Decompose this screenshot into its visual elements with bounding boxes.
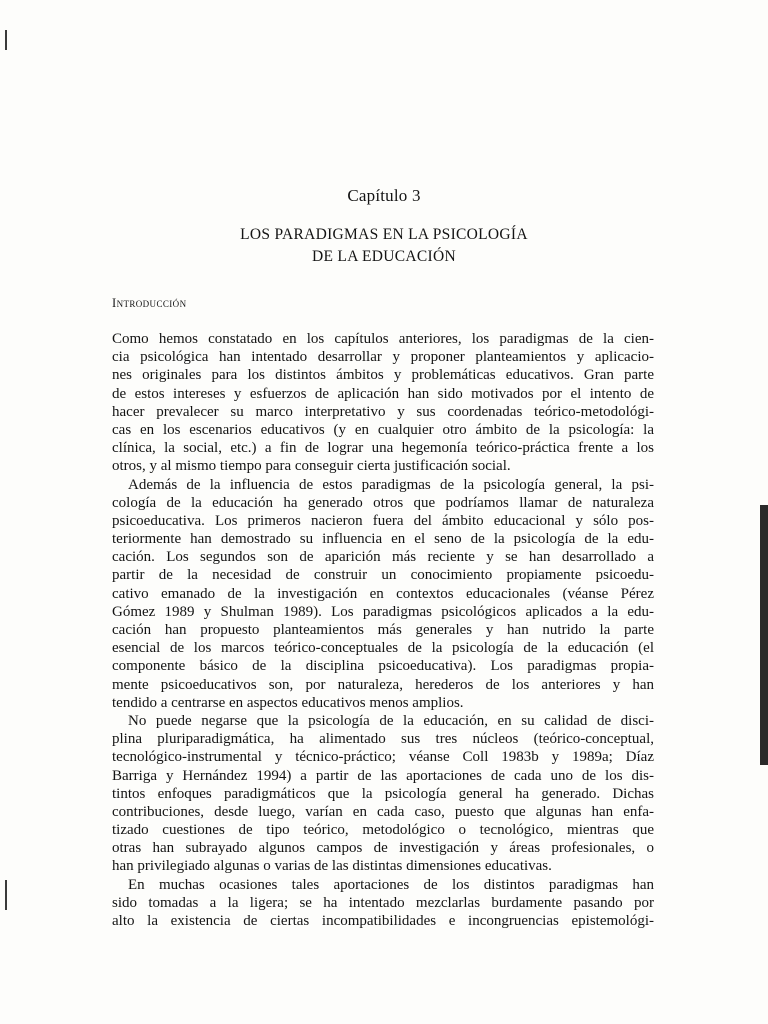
text-line: nes originales para los distintos ámbitos y problemáticas educativos. Gran parte [112, 367, 654, 384]
text-line: Como hemos constatado en los capítulos anteriores, los paradigmas de la cien- [112, 331, 654, 347]
chapter-title-line: LOS PARADIGMAS EN LA PSICOLOGÍA [240, 226, 528, 243]
text-line: contribuciones, desde luego, varían en cada caso, puesto que algunas han enfa- [112, 803, 654, 820]
text-line: psicoeducativa. Los primeros nacieron fuera del ámbito educacional y sólo pos- [112, 512, 654, 529]
text-line: cación. Los segundos son de aparición más reciente y se han desarrollado a [112, 549, 654, 566]
text-line: han privilegiado algunas o varias de las distintas dimensiones educativas. [112, 858, 552, 875]
text-line: No puede negarse que la psicología de la educación, en su calidad de disci- [128, 712, 654, 729]
scan-edge-mark-left [5, 880, 7, 910]
paragraph [112, 876, 654, 931]
text-line: de estos intereses y esfuerzos de aplicación han sido motivados por el intento de [112, 385, 654, 402]
scan-edge-mark-right [760, 505, 768, 765]
text-line: mente psicoeducativos son, por naturaleza, herederos de los anteriores y han [112, 676, 654, 693]
text-line: tizado cuestiones de tipo teórico, metodológico o tecnológico, mientras que [112, 822, 654, 839]
text-line: partir de la necesidad de construir un conocimiento propiamente psicoedu- [112, 567, 654, 584]
text-line: plina pluriparadigmática, ha alimentado sus tres núcleos (teórico-conceptual, [112, 731, 654, 748]
text-line: otras han subrayado algunos campos de investigación y áreas profesionales, o [112, 840, 654, 857]
text-line: En muchas ocasiones tales aportaciones de los distintos paradigmas han [128, 876, 654, 893]
body-text [112, 330, 654, 930]
paragraph [112, 712, 654, 876]
text-line: esencial de los marcos teórico-conceptuales de la psicología de la educación (el [112, 640, 654, 657]
text-line: Barriga y Hernández 1994) a partir de las aportaciones de cada uno de los dis- [112, 767, 654, 784]
text-line: hacer prevalecer su marco interpretativo y sus coordenadas teórico-metodológi- [112, 403, 654, 420]
chapter-title [0, 224, 768, 268]
text-line: Gómez 1989 y Shulman 1989). Los paradigmas psicológicos aplicados a la edu- [112, 603, 654, 620]
text-line: otros, y al mismo tiempo para conseguir cierta justificación social. [112, 458, 511, 475]
text-line: tendido a centrarse en aspectos educativos menos amplios. [112, 694, 464, 711]
text-line: cas en los escenarios educativos (y en cualquier otro ámbito de la psicología: la [112, 421, 654, 438]
text-line: tecnológico-instrumental y técnico-práctico; véanse Coll 1983b y 1989a; Díaz [112, 749, 654, 766]
text-line: tintos enfoques paradigmáticos que la psicología general ha generado. Dichas [112, 785, 654, 802]
scan-edge-mark-top-left [5, 30, 7, 50]
section-heading: Introducción [112, 296, 187, 310]
text-line: cación han propuesto planteamientos más generales y han nutrido la parte [112, 622, 654, 638]
text-line: clínica, la social, etc.) a fin de lograr una hegemonía teórico-práctica frente a los [112, 440, 654, 457]
text-line: alto la existencia de ciertas incompatibilidades e incongruencias epistemológi- [112, 913, 654, 929]
text-line: sido tomadas a la ligera; se ha intentado mezclarlas burdamente pasando por [112, 894, 654, 911]
text-line: cología de la educación ha generado otros que podríamos llamar de naturaleza [112, 494, 654, 511]
text-line: componente básico de la disciplina psicoeducativa). Los paradigmas propia- [112, 658, 654, 675]
text-line: Además de la influencia de estos paradigmas de la psicología general, la psi- [128, 476, 654, 493]
text-line: cia psicológica han intentado desarrollar y proponer planteamientos y aplicacio- [112, 349, 654, 366]
paragraph [112, 476, 654, 712]
chapter-number: Capítulo 3 [347, 186, 421, 205]
text-line: cativo emanado de la investigación en contextos educacionales (véanse Pérez [112, 585, 654, 602]
chapter-title-line: DE LA EDUCACIÓN [312, 248, 456, 265]
text-line: teriormente han demostrado su influencia en el seno de la psicología de la edu- [112, 531, 654, 548]
paragraph [112, 330, 654, 476]
